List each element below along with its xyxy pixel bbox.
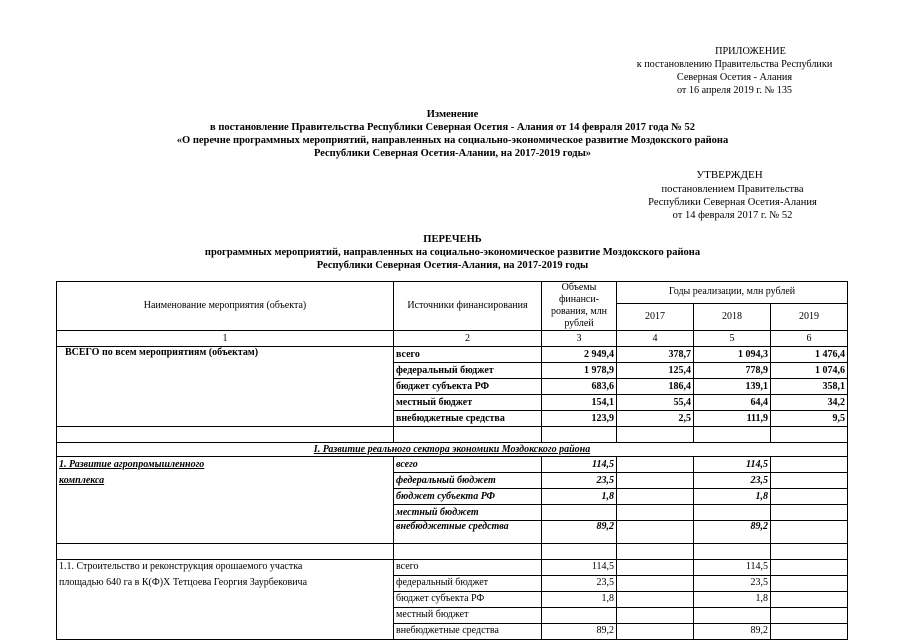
volume-cell: 154,1 [542,395,617,411]
source-cell: федеральный бюджет [394,363,542,379]
spacer-cell [57,543,394,559]
spacer-cell [57,427,394,443]
y2017-cell: 125,4 [617,363,694,379]
approved-block [625,168,840,222]
list-line2: Республики Северная Осетия-Алания, на 2017-2019 годы [316,260,589,271]
y2017-cell [617,505,694,521]
spacer-cell [542,427,617,443]
volume-cell: 114,5 [542,559,617,575]
volume-cell: 123,9 [542,411,617,427]
y2019-cell [771,623,848,639]
y2018-cell: 778,9 [694,363,771,379]
appendix-title: ПРИЛОЖЕНИЕ [715,46,786,57]
spacer-cell [694,543,771,559]
y2019-cell [771,575,848,591]
col-number: 1 [57,331,394,347]
section-title: I. Развитие реального сектора экономики Моздокского района [57,443,848,457]
header-sources: Источники финансирования [394,282,542,331]
name-cell [57,489,394,505]
table-row [57,427,848,443]
volume-cell [542,607,617,623]
y2018-cell: 23,5 [694,575,771,591]
y2017-cell [617,575,694,591]
spacer-cell [771,427,848,443]
volume-cell: 2 949,4 [542,347,617,363]
y2017-cell [617,457,694,473]
name-cell [57,591,394,607]
col-number: 6 [771,331,848,347]
change-line2: «О перечне программных мероприятий, направленных на социально-экономическое развитие Моздокского района [176,135,729,146]
volume-cell: 23,5 [542,575,617,591]
col-number: 3 [542,331,617,347]
y2017-cell [617,607,694,623]
volume-cell: 89,2 [542,623,617,639]
col-number: 2 [394,331,542,347]
table-row [57,473,848,489]
source-cell: всего [394,559,542,575]
volume-cell: 1 978,9 [542,363,617,379]
y2019-cell: 1 476,4 [771,347,848,363]
y2019-cell [771,473,848,489]
appendix-block [617,45,852,97]
spacer-cell [694,427,771,443]
y2018-cell: 1,8 [694,489,771,505]
table-row [57,591,848,607]
y2019-cell [771,489,848,505]
y2018-cell: 89,2 [694,521,771,544]
y2019-cell [771,521,848,544]
y2019-cell [771,607,848,623]
name-cell [57,623,394,639]
source-cell: бюджет субъекта РФ [394,591,542,607]
header-row-1 [57,282,848,304]
approved-line3: от 14 февраля 2017 г. № 52 [672,210,793,221]
y2018-cell: 139,1 [694,379,771,395]
source-cell: местный бюджет [394,395,542,411]
change-block [0,108,905,160]
change-title: Изменение [426,109,479,120]
appendix-line3: от 16 апреля 2019 г. № 135 [676,85,793,96]
y2017-cell: 55,4 [617,395,694,411]
y2018-cell [694,505,771,521]
list-title: ПЕРЕЧЕНЬ [423,234,482,245]
source-cell: бюджет субъекта РФ [394,379,542,395]
table-row [57,623,848,639]
approved-line1: постановлением Правительства [661,184,804,195]
header-name: Наименование мероприятия (объекта) [57,282,394,331]
volume-cell [542,505,617,521]
spacer-cell [617,427,694,443]
source-cell: местный бюджет [394,607,542,623]
y2018-cell: 23,5 [694,473,771,489]
y2017-cell: 2,5 [617,411,694,427]
header-2019: 2019 [771,303,848,330]
source-cell: местный бюджет [394,505,542,521]
approved-line2: Республики Северная Осетия-Алания [648,197,817,208]
table-row [57,559,848,575]
table-row [57,607,848,623]
table-row [57,489,848,505]
list-block [0,233,905,272]
y2018-cell: 64,4 [694,395,771,411]
y2018-cell: 114,5 [694,559,771,575]
source-cell: федеральный бюджет [394,575,542,591]
y2017-cell [617,489,694,505]
spacer-cell [771,543,848,559]
source-cell: внебюджетные средства [394,521,542,544]
volume-cell: 114,5 [542,457,617,473]
y2019-cell: 34,2 [771,395,848,411]
table-row [57,543,848,559]
numbers-row [57,331,848,347]
header-volume: Объемы финанси-рования, млн рублей [542,282,617,331]
header-years: Годы реализации, млн рублей [617,282,848,304]
table-row [57,457,848,473]
list-line1: программных мероприятий, направленных на социально-экономическое развитие Моздокского района [204,247,701,258]
name-cell [57,505,394,521]
y2019-cell [771,457,848,473]
y2018-cell: 1 094,3 [694,347,771,363]
y2018-cell: 1,8 [694,591,771,607]
agro-name-line2: комплекса [57,473,394,489]
appendix-line2: Северная Осетия - Алания [676,72,793,83]
y2019-cell: 358,1 [771,379,848,395]
y2019-cell [771,559,848,575]
item11-name-line2: площадью 640 га в К(Ф)Х Тетцоева Георгия Заурбековича [57,575,394,591]
change-line3: Республики Северная Осетия-Алании, на 2017-2019 годы» [313,148,592,159]
y2019-cell: 1 074,6 [771,363,848,379]
y2017-cell [617,521,694,544]
y2017-cell [617,623,694,639]
table-row [57,505,848,521]
volume-cell: 683,6 [542,379,617,395]
source-cell: внебюджетные средства [394,623,542,639]
change-line1: в постановление Правительства Республики Северная Осетия - Алания от 14 февраля 2017 года № 52 [210,122,695,133]
spacer-cell [394,427,542,443]
y2018-cell: 89,2 [694,623,771,639]
approved-title: УТВЕРЖДЕН [696,169,763,181]
appendix-line1: к постановлению Правительства Республики [636,59,833,70]
item11-name-line1: 1.1. Строительство и реконструкция орошаемого участка [57,559,394,575]
y2017-cell [617,559,694,575]
spacer-cell [394,543,542,559]
y2017-cell: 378,7 [617,347,694,363]
y2019-cell: 9,5 [771,411,848,427]
col-number: 4 [617,331,694,347]
source-cell: всего [394,457,542,473]
source-cell: внебюджетные средства [394,411,542,427]
agro-name-line1: 1. Развитие агропромышленного [57,457,394,473]
volume-cell: 1,8 [542,591,617,607]
programs-table [56,281,848,640]
table-row [57,347,848,363]
volume-cell: 1,8 [542,489,617,505]
col-number: 5 [694,331,771,347]
name-cell [57,521,394,544]
y2019-cell [771,591,848,607]
source-cell: бюджет субъекта РФ [394,489,542,505]
y2017-cell: 186,4 [617,379,694,395]
spacer-cell [542,543,617,559]
name-cell [57,607,394,623]
spacer-cell [617,543,694,559]
volume-cell: 89,2 [542,521,617,544]
section-row [57,443,848,457]
table-row [57,521,848,544]
y2018-cell [694,607,771,623]
source-cell: всего [394,347,542,363]
table-row [57,575,848,591]
header-2018: 2018 [694,303,771,330]
total-name: ВСЕГО по всем мероприятиям (объектам) [57,347,394,427]
y2017-cell [617,473,694,489]
volume-cell: 23,5 [542,473,617,489]
y2017-cell [617,591,694,607]
source-cell: федеральный бюджет [394,473,542,489]
y2018-cell: 114,5 [694,457,771,473]
y2019-cell [771,505,848,521]
header-2017: 2017 [617,303,694,330]
y2018-cell: 111,9 [694,411,771,427]
